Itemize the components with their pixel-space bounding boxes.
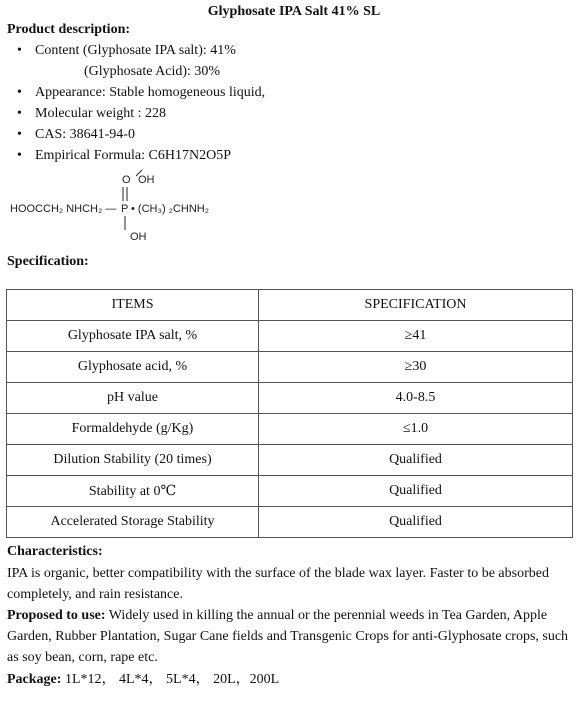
molecular-weight: Molecular weight : 228 [35,106,167,121]
table-row [7,445,573,476]
table-row [7,476,573,507]
table-row [7,383,573,414]
item-cell: Accelerated Storage Stability [7,507,259,538]
specification-heading: Specification: [7,254,89,269]
proposed-use-text: Widely used in killing the annual or the perennial weeds in Tea Garden, Apple Garden, Rubber Plantation, Sugar Cane fields and Transgenic Crops for anti-Glyphosate crops, such as soy bean, corn, rape etc. [7,608,569,665]
list-item [0,103,560,124]
cas-number: CAS: 38641-94-0 [35,127,135,142]
bullet: • [17,148,22,163]
item-cell: Stability at 0℃ [7,476,259,507]
bullet: • [17,43,22,58]
spec-cell: 4.0-8.5 [259,383,573,414]
proposed-use-paragraph [7,605,575,668]
list-item [0,145,560,166]
formula-left-part: HOOCCH₂ NHCH₂ — [10,203,117,215]
item-cell: Glyphosate acid, % [7,352,259,383]
table-header-row [7,290,573,321]
proposed-use-label: Proposed to use: [7,608,106,623]
characteristics-heading: Characteristics: [7,544,103,559]
spec-cell: Qualified [259,476,573,507]
table-row [7,321,573,352]
table-row [7,414,573,445]
column-header-specification: SPECIFICATION [259,290,573,321]
package-label: Package: [7,672,62,687]
list-item [0,40,560,61]
formula-bottom-oh: OH [130,231,147,243]
table-row [7,507,573,538]
spec-cell: ≤1.0 [259,414,573,445]
appearance: Appearance: Stable homogeneous liquid, [35,85,266,100]
item-cell: Dilution Stability (20 times) [7,445,259,476]
bullet: • [17,127,22,142]
formula-top-o: O [122,174,131,186]
formula-phosphorus: P [121,203,129,215]
column-header-items: ITEMS [7,290,259,321]
item-cell: Glyphosate IPA salt, % [7,321,259,352]
spec-cell: Qualified [259,445,573,476]
list-item [0,82,560,103]
spec-cell: ≥30 [259,352,573,383]
empirical-formula: Empirical Formula: C6H17N2O5P [35,148,231,163]
characteristics-text: IPA is organic, better compatibility with the surface of the blade wax layer. Faster to be absorbed completely, and rain resistance. [7,566,549,602]
list-item [0,61,560,82]
product-description-heading: Product description: [7,22,131,37]
formula-top-oh: OH [138,174,155,186]
spec-cell: Qualified [259,507,573,538]
bullet: • [17,106,22,121]
spec-cell: ≥41 [259,321,573,352]
page-title: Glyphosate IPA Salt 41% SL [207,4,381,19]
content-ipa-salt: Content (Glyphosate IPA salt): 41% [35,43,236,58]
product-properties-list [0,40,560,166]
specification-table [6,289,573,538]
item-cell: pH value [7,383,259,414]
formula-right-part: • (CH₃) ₂CHNH₂ [131,203,209,215]
table-row [7,352,573,383]
bullet: • [17,85,22,100]
structural-formula [0,166,240,246]
package-paragraph [7,669,575,690]
list-item [0,124,560,145]
content-acid: (Glyphosate Acid): 30% [84,64,221,79]
item-cell: Formaldehyde (g/Kg) [7,414,259,445]
package-text: 1L*12， 4L*4， 5L*4， 20L，200L [61,672,280,687]
structural-formula-diagram [0,166,240,246]
